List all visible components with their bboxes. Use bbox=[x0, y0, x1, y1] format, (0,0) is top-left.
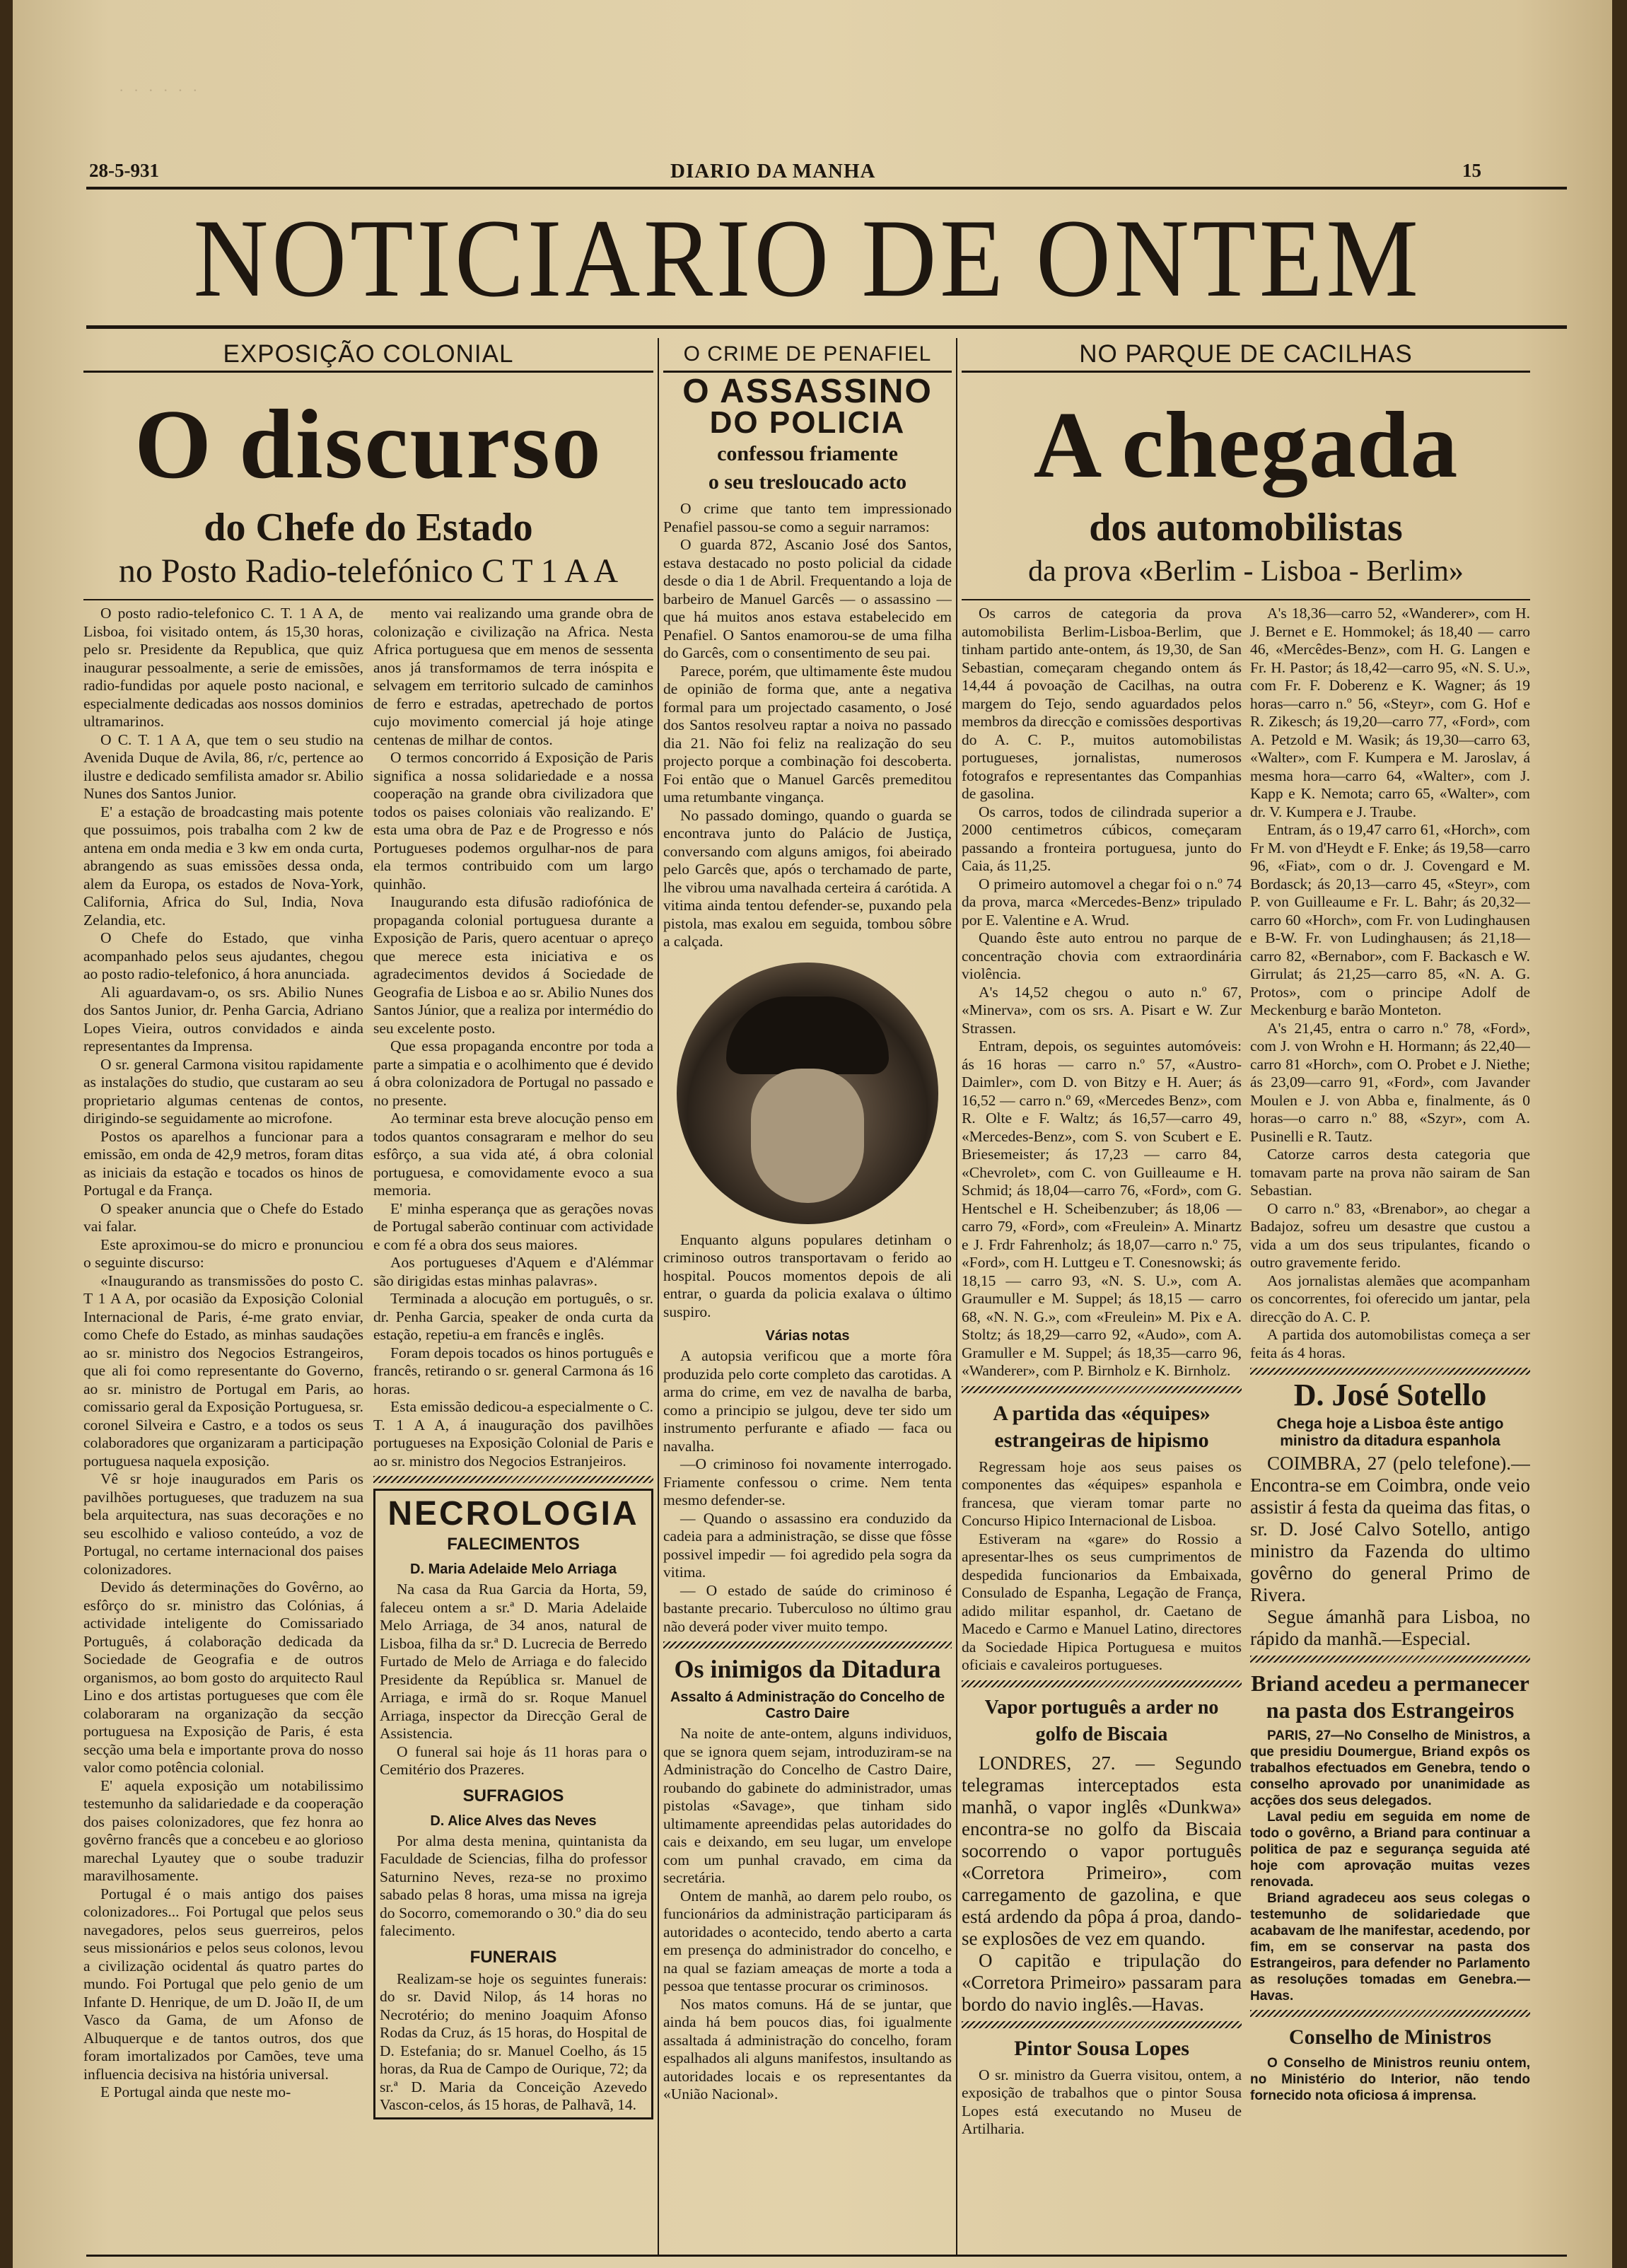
vapor-headline: Vapor português a arder no golfo de Biscaia bbox=[984, 1696, 1219, 1745]
discurso-column-1 bbox=[83, 605, 363, 2122]
article-discurso bbox=[83, 338, 653, 2255]
funerais-heading: FUNERAIS bbox=[470, 1947, 557, 1967]
paragraph: O sr. general Carmona visitou rapidamente as instalações do studio, que custaram ao seu proprietario algumas centenas de contos, dirigindo-se seguidamente ao microfone. bbox=[83, 1055, 363, 1127]
paragraph: Aos jornalistas alemães que acompanham os concorrentes, foi oferecido um jantar, pela direcção do A. C. P. bbox=[1250, 1272, 1530, 1325]
paragraph: O sr. ministro da Guerra visitou, ontem, a exposição de trabalhos que o pintor Sousa Lopes está executando no Museu de Artilharia. bbox=[962, 2066, 1242, 2137]
divider bbox=[1250, 1368, 1530, 1375]
paragraph: mento vai realizando uma grande obra de colonização e civilização na Africa. Nesta Africa portuguesa que em menos de sessenta anos já transformamos de terra inóspita e selvagem em territorio sulcado de caminhos de ferro e estradas, apetrechado de portos cujo movimento comercial já hoje atinge centenas de milhar de contos. bbox=[373, 605, 653, 748]
sotello-headline: D. José Sotello bbox=[1293, 1378, 1487, 1412]
falecimentos-heading: FALECIMENTOS bbox=[447, 1535, 580, 1554]
bottom-rule bbox=[86, 2255, 1567, 2257]
paragraph: Os carros, todos de cilindrada superior a 2000 centimetros cúbicos, começaram passando a fronteira portuguesa, junto do Caia, ás 11,25. bbox=[962, 803, 1242, 874]
headline: A chegada bbox=[1033, 392, 1459, 497]
divider bbox=[962, 1386, 1242, 1393]
paragraph: O crime que tanto tem impressionado Penafiel passou-se como a seguir narramos: bbox=[663, 500, 952, 535]
paragraph: A's 18,36—carro 52, «Wanderer», com H. J. Bernet e E. Hommokel; ás 18,40 — carro 46, «Mercêdes-Benz», com H. G. Langen e Fr. H. Pastor; ás 18,42—carro 95, «N. S. U.», com Fr. F. Doberenz e K. Wagner; ás 19 horas—carro n.º 56, «Steyr», com G. Hof e R. Zikesch; ás 19,20—carro 77, «Ford», com A. Petzold e M. Wasik; ás 19,30—carro 63, «Walter», com F. Kumpera e M. Jaroslav, á mesma hora—carro 64, «Walter», com J. Kapp e K. Nemota; carro 65, «Walter», com dr. V. Kumpera e J. Traube. bbox=[1250, 605, 1530, 820]
inimigos-headline: Os inimigos da Ditadura bbox=[674, 1655, 941, 1683]
headline-2: DO POLICIA bbox=[709, 405, 906, 440]
sousa-lopes-headline: Pintor Sousa Lopes bbox=[1014, 2036, 1189, 2060]
paragraph: O guarda 872, Ascanio José dos Santos, estava destacado no posto policial da cidade desde o dia 1 de Abril. Frequentando a loja de barbeiro de Manuel Garcês — o assassino — que há muitos anos estava estabelecido em Penafiel. O Santos enamorou-se de uma filha do Garcês, com o consentimento de seu pai. bbox=[663, 536, 952, 661]
paragraph: O C. T. 1 A A, que tem o seu studio na Avenida Duque de Avila, 86, r/c, pertence ao ilustre e dedicado semfilista amador sr. Abilio Nunes dos Santos Junior. bbox=[83, 731, 363, 802]
paragraph: O termos concorrido á Exposição de Paris significa a nossa solidariedade e a nossa cooperação na grande obra civilizadora que todos os paises coloniais vão realizando. E' esta uma obra de Paz e de Progresso e nós Portugueses podemos orgulhar-nos de para ela termos contribuido com um largo quinhão. bbox=[373, 749, 653, 892]
paragraph: COIMBRA, 27 (pelo telefone).— Encontra-se em Coimbra, onde veio assistir á festa da queima das fitas, o sr. D. José Calvo Sotello, antigo ministro da Fazenda do ultimo govêrno do general Primo de Rivera. bbox=[1250, 1453, 1530, 1605]
paragraph: O funeral sai hoje ás 11 horas para o Cemitério dos Prazeres. bbox=[380, 1743, 647, 1778]
paragraph: Postos os aparelhos a funcionar para a emissão, em onda de 42,9 metros, foram ditas as iniciais da estação e tocados os hinos de Portugal e da França. bbox=[83, 1127, 363, 1199]
paragraph: O speaker anuncia que o Chefe do Estado vai falar. bbox=[83, 1199, 363, 1235]
paragraph: Catorze carros desta categoria que tomavam parte na prova não sairam de San Sebastian. bbox=[1250, 1146, 1530, 1199]
paragraph: Que essa propaganda encontre por toda a parte a simpatia e o acolhimento que é devido á obra colonizadora de Portugal no passado e no presente. bbox=[373, 1037, 653, 1109]
paragraph: Terminada a alocução em português, o sr. dr. Penha Garcia, speaker de onda curta da estação, repetiu-a em francês e inglês. bbox=[373, 1290, 653, 1343]
paragraph: O Conselho de Ministros reuniu ontem, no Ministério do Interior, não tendo fornecido nota oficiosa á imprensa. bbox=[1250, 2056, 1530, 2103]
paragraph: Na casa da Rua Garcia da Horta, 59, faleceu ontem a sr.ª D. Maria Adelaide Melo Arriaga, de 34 anos, natural de Lisboa, filha da sr.ª D. Lucrecia de Berredo Furtado de Melo de Arriaga e do falecido Presidente da República sr. Manuel de Arriaga, e irmã do sr. Roque Manuel Arriaga, inspector da Direcção Geral de Assistencia. bbox=[380, 1581, 647, 1742]
issue-date: 28-5-931 bbox=[89, 160, 159, 181]
divider bbox=[962, 1680, 1242, 1687]
discurso-column-2 bbox=[373, 605, 653, 1470]
paper-name: DIARIO DA MANHA bbox=[670, 160, 876, 182]
paragraph: Ontem de manhã, ao darem pelo roubo, os funcionários da administração participaram ás autoridades o acontecido, tendo aberto a carta em presença do administrador do concelho, e na qual se faziam ameaças de morte a toda a pessoa que tentasse procurar os criminosos. bbox=[663, 1887, 952, 1994]
paragraph: O carro n.º 83, «Brenabor», ao chegar a Badajoz, sofreu um desastre que custou a vida a um dos seus tripulantes, ficando o outro gravemente ferido. bbox=[1250, 1199, 1530, 1271]
bleed-through-text: · · · · · · bbox=[119, 81, 201, 99]
divider bbox=[962, 2021, 1242, 2028]
paragraph: O posto radio-telefonico C. T. 1 A A, de Lisboa, foi visitado ontem, ás 15,30 horas, pelo sr. Presidente da Republica, que quiz inaugurar pessoalmente, a serie de emissões, radio-fundidas por aquele posto nacional, e especialmente dedicadas aos nossos dominios ultramarinos. bbox=[83, 605, 363, 730]
paragraph: Este aproximou-se do micro e pronunciou o seguinte discurso: bbox=[83, 1235, 363, 1271]
divider bbox=[1250, 2010, 1530, 2017]
paragraph: Os carros de categoria da prova automobilista Berlim-Lisboa-Berlim, que tinham partido ante-ontem, ás 19,30, de San Sebastian, começaram chegando ontem ás 14,44 á povoação de Cacilhas, na outra margem do Tejo, sendo aguardados pelos membros da direcção e comissões desportivas do A. C. P., muitos automobilistas portugueses, jornalistas, numerosos fotografos e representantes das Companhias de gasolina. bbox=[962, 605, 1242, 802]
deck: dos automobilistas bbox=[1089, 506, 1403, 549]
deck: confessou friamente bbox=[717, 442, 898, 465]
paragraph: Briand agradeceu aos seus colegas o testemunho de solidariedade que acabavam de lhe manifestar, acedendo, por fim, em se conservar na pasta dos Estrangeiros, para defender no Parlamento as resoluções tomadas em Genebra.—Havas. bbox=[1250, 1891, 1530, 2004]
obituary-name: D. Alice Alves das Neves bbox=[430, 1813, 597, 1829]
page-title: NOTICIARIO DE ONTEM bbox=[193, 197, 1422, 320]
paragraph: Ao terminar esta breve alocução penso em todos quantos consagraram e melhor do seu esfôrço, a sua vida até, á obra colonial portuguesa, e comovidamente evoco a sua memoria. bbox=[373, 1110, 653, 1199]
paragraph: Aos portugueses d'Aquem e d'Alémmar são dirigidas estas minhas palavras». bbox=[373, 1254, 653, 1289]
section-kicker: O CRIME DE PENAFIEL bbox=[663, 338, 952, 373]
varias-notas-heading: Várias notas bbox=[765, 1328, 850, 1344]
paragraph: Estiveram na «gare» do Rossio a apresentar-lhes os seus cumprimentos de despedida funcionarios da Embaixada, Consulado de Espanha, Legação de França, adido militar espanhol, dr. Caetano de Macedo e Carmo e Manuel Latino, directores da Sociedade Hipica Portuguesa e muitos oficiais e cavaleiros portugueses. bbox=[962, 1530, 1242, 1673]
paragraph: No passado domingo, quando o guarda se encontrava junto do Palácio de Justiça, conversando com alguns amigos, foi abeirado pelo Garcês que, após o terchamado de parte, lhe vibrou uma navalhada certeira á carótida. A vitima ainda tentou defender-se, puxando pela pistola, mas exalou em seguida, tombou sôbre a calçada. bbox=[663, 806, 952, 950]
masthead-rule bbox=[86, 325, 1567, 329]
paragraph: Na noite de ante-ontem, alguns individuos, que se ignora quem sejam, introduziram-se na Administração do Concelho de Castro Daire, roubando do gabinete do administrador, umas pistolas «Savage», que tinham sido ultimamente apreendidas pelas autoridades do cais e deixando, em seu lugar, um envelope com um punhal cravado, em cima da secretária. bbox=[663, 1725, 952, 1886]
paragraph: Portugal é o mais antigo dos paises colonizadores... Foi Portugal que pelos seus navegadores, pelos seus guerreiros, pelos seus missionários e pelos seus colonos, levou a civilização ocidental ás quatro partes do mundo. Foi Portugal que pelo genio de um Infante D. Henrique, de um D. João II, de um Vasco da Gama, de um Afonso de Albuquerque e de tantos outros, dos que foram imortalizados por Camões, teve uma influencia decisiva na história universal. bbox=[83, 1885, 363, 2083]
paragraph: Devido ás determinações do Govêrno, ao esfôrço do sr. ministro das Colónias, á actividade inteligente do Comissariado Português, á colaboração dedicada da Sociedade de Geografia e de outros organismos, ao bom gosto do arquitecto Raul Lino e dos artistas portugueses que com êle colaboraram na organização da secção portuguesa na Exposição de Paris, é esta secção uma bela e importante prova do nosso valor como potência colonial. bbox=[83, 1578, 363, 1776]
paragraph: O Chefe do Estado, que vinha acompanhado pelos seus ajudantes, chegou ao posto radio-telefonico, á hora anunciada. bbox=[83, 929, 363, 982]
paragraph: Entram, depois, os seguintes automóveis: ás 16 horas — carro n.º 57, «Austro-Daimler», com D. von Bitzy e H. Auer; ás 16,52 — carro n.º 69, «Mercedes Benz», com R. Olte e F. Waltz; ás 16,57—carro 49, «Mercedes-Benz», com S. von Scubert e E. Briesemeister; ás 17,23 — carro 84, «Chevrolet», com C. von Guilleaume e H. Schmid; ás 18,04—carro 76, «Ford», com G. Hentschel e H. Scheibenzuber; ás 18,06 — carro 79, «Ford», com «Freulein» A. Minartz e J. Frdr Fahrenholz; ás 18,07—carro n.º 75, «Ford», com H. Luttgeu e T. Conesnowski; ás 18,15 — carro 93, «N. S. U.», com A. Graumuller e M. Suppel; ás 18,15 — carro 68, «N. N. G.», com «Freulein» M. Pix e A. Stoltz; ás 18,29—carro 92, «Audo», com A. Gramuller e M. Suppel; ás 18,35—carro 96, «Wanderer», com P. Birnholz e K. Birnholz. bbox=[962, 1037, 1242, 1379]
obituary-name: D. Maria Adelaide Melo Arriaga bbox=[410, 1562, 617, 1577]
briand-headline: Briand acedeu a permanecer na pasta dos Estrangeiros bbox=[1251, 1670, 1529, 1723]
page-number: 15 bbox=[1462, 160, 1481, 181]
header-rule bbox=[86, 187, 1567, 190]
cacilhas-column-2 bbox=[1250, 605, 1530, 1362]
deck: do Chefe do Estado bbox=[204, 506, 533, 549]
paragraph: Ali aguardavam-o, os srs. Abilio Nunes dos Santos Junior, dr. Penha Garcia, Adriano Lopes Vieira, outros convidados e ainda representantes da Imprensa. bbox=[83, 983, 363, 1054]
column-rule bbox=[658, 338, 659, 2255]
divider bbox=[373, 1476, 653, 1483]
paragraph: O primeiro automovel a chegar foi o n.º 74 da prova, marca «Mercedes-Benz» tripulado por E. Valentine e A. Wrud. bbox=[962, 875, 1242, 929]
section-kicker: EXPOSIÇÃO COLONIAL bbox=[83, 338, 653, 373]
paragraph: LONDRES, 27. — Segundo telegramas interceptados esta manhã, o vapor inglês «Dunkwa» encontra-se no golfo da Biscaia socorrendo o vapor português «Corretora Primeiro», com carregamento de gazolina, e que está ardendo da pôpa á proa, dando-se explosões de vez em quando. bbox=[962, 1752, 1242, 1949]
paragraph: Parece, porém, que ultimamente êste mudou de opinião de forma que, ante a negativa formal para um projectado casamento, o José dos Santos resolveu raptar a noiva no passado dia 21. Não foi feliz na realização do seu projecto porque a combinação foi descoberta. Foi então que o Manuel Garcês premeditou uma retumbante vingança. bbox=[663, 662, 952, 806]
article-penafiel bbox=[663, 338, 952, 2255]
headline: O discurso bbox=[134, 390, 602, 499]
article-cacilhas bbox=[962, 338, 1530, 2255]
deck-2: o seu tresloucado acto bbox=[708, 470, 907, 494]
paragraph: E' a estação de broadcasting mais potente que possuimos, pois trabalha com 2 kw de antena em onda media e 3 kw em onda curta, abrangendo as suas emissões dessa onda, alem da Europa, os estados de Nova-York, California, Africa do Sul, India, Nova Zelandia, etc. bbox=[83, 803, 363, 929]
paragraph: A's 21,45, entra o carro n.º 78, «Ford», com J. von Wrohn e H. Hormann; ás 22,40—carro 81 «Horch», com O. Probet e J. Niethe; ás 23,09—carro 91, «Ford», com Javander Moulen e J. von Abba e, finalmente, ás 0 horas—o carro n.º 88, «Szyr», com A. Pusinelli e R. Tautz. bbox=[1250, 1019, 1530, 1145]
paragraph: «Inaugurando as transmissões do posto C. T 1 A A, por ocasião da Exposição Colonial Internacional de Paris, é-me grato enviar, como Chefe do Estado, as minhas saudações ao sr. ministro dos Negocios Estrangeiros, que ali foi como representante do Governo, ao sr. ministro de Portugal em Paris, ao comissario geral da Exposição Portuguesa, sr. coronel Silveira e Castro, e a todos os seus colaboradores que organizaram a participação portuguesa naquela exposição. bbox=[83, 1272, 363, 1470]
paragraph: Por alma desta menina, quintanista da Faculdade de Sciencias, filha do professor Saturnino Neves, reza-se no proximo sabado pelas 8 horas, uma missa na igreja do Socorro, comemorando o 30.º dia do seu falecimento. bbox=[380, 1832, 647, 1939]
paragraph: Realizam-se hoje os seguintes funerais: do sr. David Nilop, ás 14 horas no Necrotério; do menino Joaquim Afonso Rodas da Cruz, ás 15 horas, do Hospital de D. Estefania; do sr. Manuel Coelho, ás 15 horas, da Rua de Campo de Ourique, 72; da sr.ª D. Maria da Conceição Azevedo Vascon-celos, ás 15 horas, de Palhavã, 14. bbox=[380, 1970, 647, 2113]
divider bbox=[1250, 1656, 1530, 1663]
headline: O ASSASSINO bbox=[682, 373, 933, 410]
paragraph: Inaugurando esta difusão radiofónica de propaganda colonial portuguesa durante a Exposição de Paris, quero acentuar o apreço que merece esta iniciativa e os agradecimentos devidos á Sociedade de Geografia de Lisboa e ao sr. Abilio Nunes dos Santos Júnior, que a realiza por intermédio do seu excelente posto. bbox=[373, 893, 653, 1037]
paragraph: PARIS, 27—No Conselho de Ministros, a que presidiu Doumergue, Briand expôs os trabalhos efectuados em Genebra, tendo o conselho aprovado por unanimidade as acções dos seus delegados. bbox=[1250, 1728, 1530, 1808]
paragraph: E' aquela exposição um notabilissimo testemunho da salidariedade e da cooperação dos paises colonizadores, que fez honra ao govêrno francês que a concebeu e ao glorioso marechal Lyautey que o soube traduzir maravilhosamente. bbox=[83, 1776, 363, 1884]
sufragios-heading: SUFRAGIOS bbox=[462, 1786, 564, 1805]
conselho-headline: Conselho de Ministros bbox=[1288, 2025, 1492, 2049]
paragraph: Esta emissão dedicou-a especialmente o C. T. 1 A A, á inauguração dos pavilhões portugueses na Exposição Colonial de Paris e ao sr. ministro dos Negocios Estranjeiros. bbox=[373, 1398, 653, 1470]
column-rule bbox=[956, 338, 957, 2255]
paragraph: O capitão e tripulação do «Corretora Primeiro» passaram para bordo do navio inglês.—Havas. bbox=[962, 1949, 1242, 2015]
hipismo-headline: A partida das «équipes» estrangeiras de hipismo bbox=[993, 1401, 1211, 1452]
necrologia-title: NECROLOGIA bbox=[387, 1495, 639, 1533]
paragraph: A autopsia verificou que a morte fôra produzida pelo corte completo das carotidas. A arma do crime, em vez de navalha de barba, como a principio se julgou, deve ter sido um instrumento perfurante e afiado — faca ou navalha. bbox=[663, 1347, 952, 1455]
section-kicker: NO PARQUE DE CACILHAS bbox=[962, 338, 1530, 373]
paragraph: Laval pediu em seguida em nome de todo o govêrno, a Briand para continuar a politica de paz e segurança seguida até hoje com aprovação muitas vezes renovada. bbox=[1250, 1810, 1530, 1890]
paragraph: A partida dos automobilistas começa a ser feita ás 4 horas. bbox=[1250, 1326, 1530, 1361]
paragraph: Segue ámanhã para Lisboa, no rápido da manhã.—Especial. bbox=[1250, 1606, 1530, 1649]
cacilhas-column-1 bbox=[962, 605, 1242, 1380]
deck-secondary: no Posto Radio-telefónico C T 1 A A bbox=[118, 552, 619, 590]
paragraph: E Portugal ainda que neste mo- bbox=[100, 2083, 291, 2100]
paragraph: Foram depois tocados os hinos português e francês, retirando o sr. general Carmona ás 16 horas. bbox=[373, 1344, 653, 1397]
inimigos-subhead: Assalto á Administração do Concelho de Castro Daire bbox=[670, 1690, 945, 1721]
paragraph: Entram, ás o 19,47 carro 61, «Horch», com Fr M. von d'Heydt e F. Enke; ás 19,58—carro 96, «Fiat», com o dr. J. Covengard e M. Bordasck; ás 20,13—carro 45, «Steyr», com P. von Guilleaume e Fr. L. Bahr; ás 20,32—carro 60 «Horch», com Fr. von Ludinghausen e B-W. Fr. von Ludinghausen; ás 21,18—carro 82, «Bernabor», com F. Backasch e W. Girrulat; ás 21,25—carro 85, «N. A. G. Protos», com o principe Adolf de Meckenburg e barão Monteton. bbox=[1250, 821, 1530, 1018]
portrait-photo bbox=[677, 963, 938, 1224]
divider bbox=[663, 1641, 952, 1648]
paragraph: Regressam hoje aos seus paises os componentes das «équipes» espanhola e francesa, que vieram tomar parte no Concurso Hipico Internacional de Lisboa. bbox=[962, 1458, 1242, 1529]
paragraph: — Quando o assassino era conduzido da cadeia para a administração, se disse que fôsse possivel impedir — foi agredido pela sogra da vitima. bbox=[663, 1509, 952, 1581]
paragraph: A's 14,52 chegou o auto n.º 67, «Minerva», com os srs. A. Pisart e W. Zur Strassen. bbox=[962, 983, 1242, 1037]
paragraph: Vê sr hoje inaugurados em Paris os pavilhões portugueses, que traduzem na sua bela arquitectura, nas suas decorações e no seu escolhido e valioso conteúdo, a voz de Portugal, no certame internacional dos paises colonizadores. bbox=[83, 1470, 363, 1578]
paragraph: E' minha esperança que as gerações novas de Portugal saberão continuar com actividade e com fé a obra dos seus maiores. bbox=[373, 1199, 653, 1253]
paragraph: —O criminoso foi novamente interrogado. Friamente confessou o crime. Nem tenta mesmo defender-se. bbox=[663, 1455, 952, 1508]
sotello-subhead: Chega hoje a Lisboa êste antigo ministro da ditadura espanhola bbox=[1276, 1416, 1504, 1449]
necrologia-section bbox=[373, 1489, 653, 2119]
paragraph: Quando êste auto entrou no parque de concentração chovia com extraordinária violência. bbox=[962, 929, 1242, 982]
deck-secondary: da prova «Berlim - Lisboa - Berlim» bbox=[1028, 555, 1464, 588]
paragraph: Nos matos comuns. Há de se juntar, que ainda há bem poucos dias, foi igualmente assaltada á administração do concelho, foram espalhados ali alguns manifestos, insultando as autoridades locais e os representantes da «União Nacional». bbox=[663, 1995, 952, 2103]
paragraph: Enquanto alguns populares detinham o criminoso outros transportavam o ferido ao hospital. Poucos momentos depois de ali entrar, o guarda da policia exalava o último suspiro. bbox=[663, 1231, 952, 1320]
newspaper-page bbox=[13, 0, 1612, 2268]
paragraph: — O estado de saúde do criminoso é bastante precario. Tuberculoso no último grau não deverá poder viver muito tempo. bbox=[663, 1581, 952, 1635]
